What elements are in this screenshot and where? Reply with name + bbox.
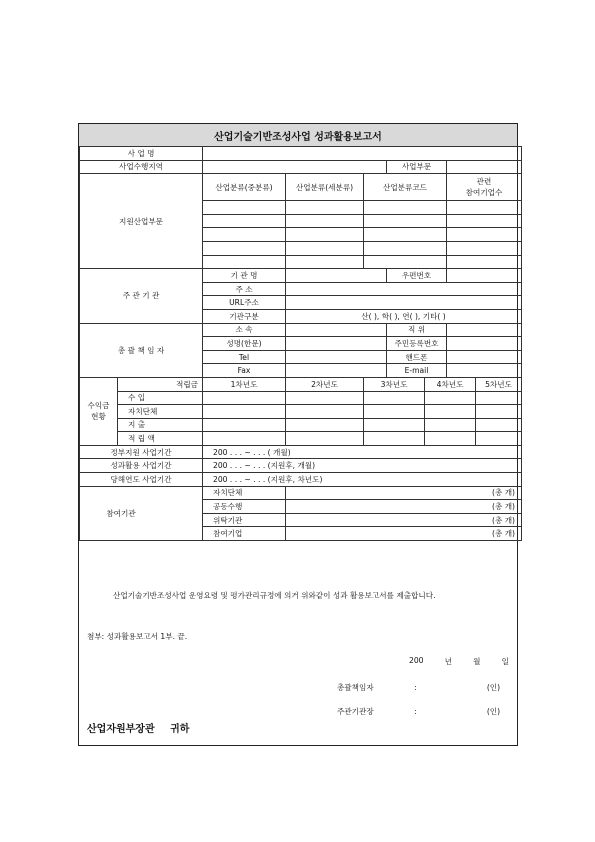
form-title: 산업기술기반조성사업 성과활용보고서 bbox=[79, 124, 517, 147]
tel-field[interactable] bbox=[286, 350, 387, 364]
participant-name: 공동수행 bbox=[203, 500, 286, 514]
project-name-field[interactable] bbox=[203, 147, 522, 161]
industry-cell[interactable] bbox=[364, 255, 447, 269]
addressee-title: 산업자원부장관 bbox=[87, 724, 155, 735]
revenue-cell[interactable] bbox=[364, 391, 425, 405]
signer-host-colon: : bbox=[414, 707, 417, 716]
industry-cell[interactable] bbox=[286, 255, 364, 269]
email-field[interactable] bbox=[447, 364, 522, 378]
revenue-cell[interactable] bbox=[364, 418, 425, 432]
industry-cell[interactable] bbox=[203, 228, 286, 242]
participant-name: 위탁기관 bbox=[203, 513, 286, 527]
industry-cell[interactable] bbox=[203, 255, 286, 269]
fax-label: Fax bbox=[203, 364, 286, 378]
revenue-row-label: 자치단체 bbox=[118, 405, 203, 419]
period-value[interactable]: 200 . . . ~ . . . (지원후, 개월) bbox=[203, 459, 522, 473]
industry-cell[interactable] bbox=[203, 214, 286, 228]
signer-host-label: 주관기관장 bbox=[337, 707, 374, 716]
revenue-cell[interactable] bbox=[203, 432, 286, 446]
industry-cell[interactable] bbox=[286, 201, 364, 215]
revenue-label-line1: 수익금 bbox=[87, 401, 110, 411]
address-field[interactable] bbox=[286, 282, 522, 296]
postal-field[interactable] bbox=[447, 269, 522, 283]
industry-cell[interactable] bbox=[447, 214, 522, 228]
date-line bbox=[409, 656, 509, 667]
mobile-label: 핸드폰 bbox=[387, 350, 447, 364]
project-name-label: 사 업 명 bbox=[80, 147, 203, 161]
revenue-header-reserve: 적립금 bbox=[118, 377, 203, 391]
org-type-label: 기관구분 bbox=[203, 309, 286, 323]
participant-count[interactable]: (총 개) bbox=[286, 527, 522, 541]
revenue-cell[interactable] bbox=[476, 418, 522, 432]
tel-label: Tel bbox=[203, 350, 286, 364]
signer-lead bbox=[337, 682, 507, 693]
addressee bbox=[87, 720, 201, 735]
revenue-cell[interactable] bbox=[364, 405, 425, 419]
date-year-unit: 년 bbox=[444, 657, 452, 666]
position-field[interactable] bbox=[447, 323, 522, 337]
region-label: 사업수행지역 bbox=[80, 160, 203, 174]
col-industry-sub: 산업분류(세분류) bbox=[286, 174, 364, 201]
participant-count[interactable]: (총 개) bbox=[286, 500, 522, 514]
revenue-row-label: 지 출 bbox=[118, 418, 203, 432]
submission-statement: 산업기술기반조성사업 운영요령 및 평가관리규정에 의거 위와같이 성과 활용보고서를 제출합니다. bbox=[113, 591, 436, 600]
industry-cell[interactable] bbox=[364, 214, 447, 228]
revenue-cell[interactable] bbox=[425, 432, 476, 446]
revenue-label bbox=[80, 377, 118, 445]
industry-cell[interactable] bbox=[364, 241, 447, 255]
support-industry-label: 지원산업부문 bbox=[80, 174, 203, 269]
revenue-cell[interactable] bbox=[203, 391, 286, 405]
col-industry-code: 산업분류코드 bbox=[364, 174, 447, 201]
period-label: 정부지원 사업기간 bbox=[80, 445, 203, 459]
industry-cell[interactable] bbox=[286, 228, 364, 242]
industry-cell[interactable] bbox=[447, 241, 522, 255]
year-header: 5차년도 bbox=[476, 377, 522, 391]
period-label: 당해연도 사업기간 bbox=[80, 473, 203, 487]
signer-host bbox=[337, 706, 507, 717]
postal-label: 우편번호 bbox=[387, 269, 447, 283]
host-org-label: 주 관 기 관 bbox=[80, 269, 203, 323]
url-field[interactable] bbox=[286, 296, 522, 310]
revenue-cell[interactable] bbox=[425, 418, 476, 432]
year-header: 1차년도 bbox=[203, 377, 286, 391]
host-name-label: 기 관 명 bbox=[203, 269, 286, 283]
industry-cell[interactable] bbox=[286, 214, 364, 228]
year-header: 4차년도 bbox=[425, 377, 476, 391]
participant-count[interactable]: (총 개) bbox=[286, 486, 522, 500]
revenue-row-label: 적 립 액 bbox=[118, 432, 203, 446]
revenue-cell[interactable] bbox=[286, 432, 364, 446]
region-field[interactable] bbox=[203, 160, 387, 174]
col-industry-mid: 산업분류(중분류) bbox=[203, 174, 286, 201]
report-form bbox=[78, 123, 518, 746]
url-label: URL주소 bbox=[203, 296, 286, 310]
year-header: 2차년도 bbox=[286, 377, 364, 391]
resident-no-field[interactable] bbox=[447, 337, 522, 351]
revenue-cell[interactable] bbox=[203, 405, 286, 419]
org-type-options[interactable]: 산( ), 학( ), 연( ), 기타( ) bbox=[286, 309, 522, 323]
attachment-note: 첨부: 성과활용보고서 1부. 끝. bbox=[87, 632, 188, 641]
period-label: 성과활용 사업기간 bbox=[80, 459, 203, 473]
participants-label bbox=[80, 486, 203, 540]
name-field[interactable] bbox=[286, 337, 387, 351]
revenue-cell[interactable] bbox=[476, 391, 522, 405]
revenue-cell[interactable] bbox=[425, 405, 476, 419]
participants-label-text: 참여기관 bbox=[106, 508, 136, 518]
revenue-cell[interactable] bbox=[286, 418, 364, 432]
industry-cell[interactable] bbox=[203, 241, 286, 255]
revenue-cell[interactable] bbox=[476, 405, 522, 419]
division-label: 사업부문 bbox=[387, 160, 447, 174]
form-table bbox=[79, 146, 522, 541]
fax-field[interactable] bbox=[286, 364, 387, 378]
host-name-field[interactable] bbox=[286, 269, 387, 283]
year-header: 3차년도 bbox=[364, 377, 425, 391]
industry-cell[interactable] bbox=[364, 201, 447, 215]
lead-researcher-label: 총 괄 책 임 자 bbox=[80, 323, 203, 377]
col-related-line2: 참여기업수 bbox=[465, 188, 503, 198]
industry-cell[interactable] bbox=[364, 228, 447, 242]
revenue-row-label: 수 입 bbox=[118, 391, 203, 405]
signer-lead-label: 총괄책임자 bbox=[337, 683, 374, 692]
industry-cell[interactable] bbox=[447, 255, 522, 269]
industry-cell[interactable] bbox=[447, 228, 522, 242]
affiliation-field[interactable] bbox=[286, 323, 387, 337]
revenue-cell[interactable] bbox=[286, 391, 364, 405]
signer-lead-colon: : bbox=[414, 683, 417, 692]
revenue-label-line2: 현황 bbox=[91, 412, 106, 422]
signer-lead-seal: (인) bbox=[486, 683, 501, 692]
email-label: E-mail bbox=[387, 364, 447, 378]
name-label: 성명(한문) bbox=[203, 337, 286, 351]
industry-cell[interactable] bbox=[447, 201, 522, 215]
address-label: 주 소 bbox=[203, 282, 286, 296]
revenue-cell[interactable] bbox=[203, 418, 286, 432]
col-related-line1: 관련 bbox=[476, 177, 492, 187]
col-related-companies bbox=[447, 174, 522, 201]
signer-host-seal: (인) bbox=[486, 707, 501, 716]
affiliation-label: 소 속 bbox=[203, 323, 286, 337]
division-field[interactable] bbox=[447, 160, 522, 174]
period-value[interactable]: 200 . . . ~ . . . ( 개월) bbox=[203, 445, 522, 459]
industry-cell[interactable] bbox=[203, 201, 286, 215]
revenue-cell[interactable] bbox=[425, 391, 476, 405]
period-value[interactable]: 200 . . . ~ . . . (지원후, 차년도) bbox=[203, 473, 522, 487]
revenue-cell[interactable] bbox=[364, 432, 425, 446]
participant-name: 참여기업 bbox=[203, 527, 286, 541]
date-month-unit: 월 bbox=[473, 657, 481, 666]
date-day-unit: 일 bbox=[501, 657, 509, 666]
participant-name: 자치단체 bbox=[203, 486, 286, 500]
mobile-field[interactable] bbox=[447, 350, 522, 364]
participant-count[interactable]: (총 개) bbox=[286, 513, 522, 527]
position-label: 직 위 bbox=[387, 323, 447, 337]
industry-cell[interactable] bbox=[286, 241, 364, 255]
addressee-suffix: 귀하 bbox=[170, 724, 190, 735]
revenue-cell[interactable] bbox=[476, 432, 522, 446]
revenue-cell[interactable] bbox=[286, 405, 364, 419]
date-year: 200 bbox=[409, 656, 424, 665]
resident-no-label: 주민등록번호 bbox=[387, 337, 447, 351]
